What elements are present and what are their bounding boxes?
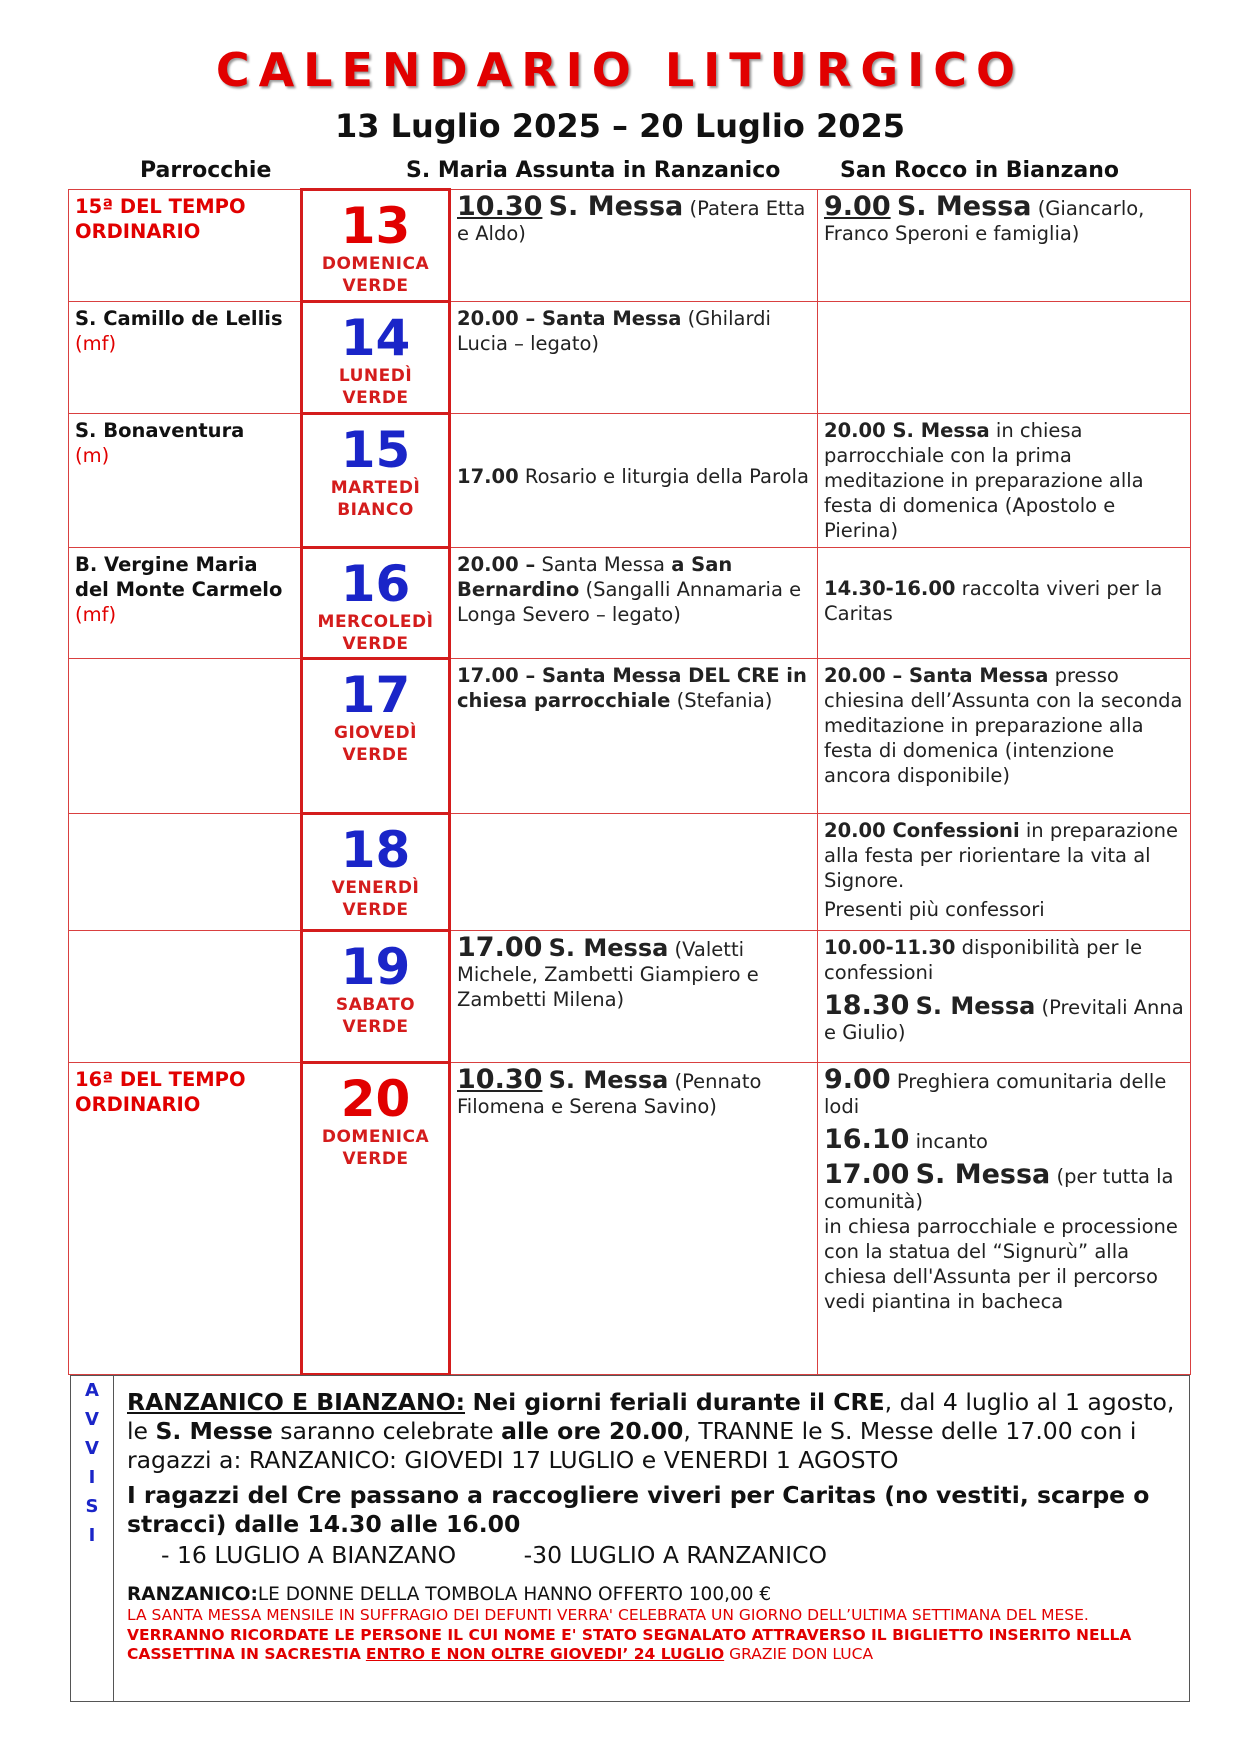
liturgical-color: VERDE [342, 900, 409, 920]
notice-caritas-dates [127, 1541, 1177, 1570]
event-time: 20.00 – Santa Messa [824, 664, 1049, 687]
day-number: 14 [340, 309, 411, 367]
table-row [69, 659, 1191, 814]
schedule-table [68, 188, 1191, 1376]
feast-title: S. Camillo de Lellis [75, 307, 283, 330]
event-label: S. Messa [915, 992, 1036, 1020]
table-row [69, 931, 1191, 1063]
bianzano-cell [818, 414, 1191, 548]
col-header-parrocchie: Parrocchie [140, 158, 272, 183]
liturgical-color: VERDE [342, 634, 409, 654]
table-row [69, 548, 1191, 659]
event-time: 10.30 [457, 191, 543, 222]
ranzanico-cell [450, 548, 818, 659]
event-time: 20.00 – Santa Messa [457, 307, 682, 330]
bianzano-cell [818, 302, 1191, 414]
day-name: DOMENICA [321, 1127, 430, 1147]
event-text: Rosario e liturgia della Parola [524, 465, 809, 488]
date-range: 13 Luglio 2025 – 20 Luglio 2025 [334, 107, 906, 145]
event-place: a San Bernardino [457, 553, 733, 601]
event-label: S. Messa [548, 191, 684, 222]
feast-title: ORDINARIO [75, 220, 201, 243]
event-text: (Stefania) [676, 689, 773, 712]
avvisi-box [70, 1375, 1190, 1702]
feast-title: 15ª DEL TEMPO [75, 195, 246, 218]
side-letter: S [85, 1496, 99, 1517]
bianzano-cell [818, 814, 1191, 931]
feast-title: ORDINARIO [75, 1093, 201, 1116]
notice-caritas: I ragazzi del Cre passano a raccogliere viveri per Caritas (no vestiti, scarpe o stracci) dalle 14.30 alle 16.00 [127, 1481, 1150, 1538]
notice-bold: alle ore 20.00 [501, 1417, 684, 1445]
event-line [824, 990, 1184, 1045]
col-header-bianzano: San Rocco in Bianzano [840, 158, 1120, 183]
day-cell [302, 548, 450, 659]
feast-title: B. Vergine Maria [75, 553, 258, 576]
event-time: 20.00 S. Messa [824, 419, 990, 442]
notice-text: LE DONNE DELLA TOMBOLA HANNO OFFERTO 100,00 € [257, 1584, 772, 1605]
event-note: Presenti più confessori [824, 898, 1045, 921]
event-text: disponibilità per le confessioni [824, 936, 1143, 984]
event-line [824, 935, 1184, 985]
notice-bold: VERRANNO RICORDATE LE PERSONE IL CUI NOME E' STATO SEGNALATO ATTRAVERSO IL BIGLIETTO INSERITO NELLA CASSETTINA IN SACRESTIA [127, 1625, 1132, 1663]
event-time: 17.00 – Santa Messa DEL CRE in chiesa parrocchiale [457, 664, 807, 712]
bianzano-cell [818, 659, 1191, 814]
event-text: (per tutta la comunità) [824, 1165, 1174, 1213]
day-name: VENERDÌ [331, 878, 420, 898]
col-header-ranzanico: S. Maria Assunta in Ranzanico [406, 158, 781, 183]
event-text: (Valetti Michele, Zambetti Giampiero e Zambetti Milena) [457, 938, 759, 1011]
liturgical-color: VERDE [342, 276, 409, 296]
day-name: SABATO [335, 995, 416, 1015]
ranzanico-cell [450, 814, 818, 931]
page-title: CALENDARIO LITURGICO [215, 43, 1025, 97]
bianzano-cell [818, 190, 1191, 302]
event-text: in preparazione alla festa per riorientare la vita al Signore. [824, 819, 1179, 892]
avvisi-side-label [71, 1376, 114, 1701]
feast-rank: (m) [75, 444, 110, 467]
event-time: 20.00 Confessioni [824, 819, 1020, 842]
feast-title: del Monte Carmelo [75, 578, 283, 601]
day-cell [302, 659, 450, 814]
bianzano-cell [818, 1063, 1191, 1375]
event-text: (Giancarlo, Franco Speroni e famiglia) [824, 197, 1145, 245]
event-time: 10.30 [457, 1064, 543, 1095]
event-label: S. Messa [548, 934, 669, 962]
notice-bold: RANZANICO: [127, 1584, 258, 1605]
side-letter: I [88, 1467, 96, 1488]
day-name: MERCOLEDÌ [317, 612, 434, 632]
event-time: 18.30 [824, 990, 910, 1021]
liturgical-color: VERDE [342, 745, 409, 765]
day-number: 18 [340, 821, 411, 879]
feast-title: 16ª DEL TEMPO [75, 1068, 246, 1091]
notice-text: , dal 4 luglio al 1 agosto, le [127, 1388, 1175, 1445]
feast-cell [69, 931, 302, 1063]
event-text: Santa Messa [541, 553, 666, 576]
ranzanico-cell [450, 931, 818, 1063]
notice-text: LA SANTA MESSA MENSILE IN SUFFRAGIO DEI DEFUNTI VERRA' CELEBRATA UN GIORNO DELL’ULTIMA SETTIMANA DEL MESE. [127, 1606, 1089, 1624]
ranzanico-cell [450, 659, 818, 814]
event-note: in chiesa parrocchiale e processione con la statua del “Signurù” alla chiesa dell'Assunta per il percorso vedi piantina in bacheca [824, 1215, 1178, 1313]
event-time: 9.00 [824, 1064, 891, 1095]
event-time: 17.00 [457, 465, 519, 488]
notice-text: , TRANNE le S. Messe delle 17.00 con i ragazzi a: RANZANICO: GIOVEDI 17 LUGLIO e VENERDI 1 AGOSTO [127, 1417, 1137, 1474]
event-time: 17.00 [457, 932, 543, 963]
day-cell [302, 814, 450, 931]
event-line [824, 1064, 1184, 1119]
event-text: (Sangalli Annamaria e Longa Severo – legato) [457, 578, 802, 626]
event-label: S. Messa [915, 1159, 1051, 1190]
liturgical-color: VERDE [342, 388, 409, 408]
feast-rank: (mf) [75, 603, 117, 626]
date-ranzanico: -30 LUGLIO A RANZANICO [523, 1541, 827, 1569]
bianzano-cell [818, 548, 1191, 659]
liturgical-color: BIANCO [337, 500, 414, 520]
feast-cell [69, 1063, 302, 1375]
day-number: 20 [340, 1070, 411, 1128]
side-letter: V [85, 1409, 99, 1430]
day-cell [302, 931, 450, 1063]
day-number: 17 [340, 666, 411, 724]
day-number: 16 [340, 555, 411, 613]
event-text: presso chiesina dell’Assunta con la seconda meditazione in preparazione alla festa di domenica (intenzione ancora disponibile) [824, 664, 1183, 787]
table-row [69, 814, 1191, 931]
ranzanico-cell [450, 190, 818, 302]
event-time: 17.00 [824, 1159, 910, 1190]
feast-rank: (mf) [75, 332, 117, 355]
event-text: (Patera Etta e Aldo) [457, 197, 806, 245]
event-text: (Ghilardi Lucia – legato) [457, 307, 771, 355]
notice-suffragio [127, 1606, 1177, 1665]
notice-signature: GRAZIE DON LUCA [729, 1645, 874, 1663]
feast-cell [69, 414, 302, 548]
day-cell [302, 414, 450, 548]
feast-cell [69, 659, 302, 814]
event-time: 16.10 [824, 1124, 910, 1155]
liturgical-color: VERDE [342, 1149, 409, 1169]
table-row [69, 1063, 1191, 1375]
feast-cell [69, 302, 302, 414]
side-letter: I [88, 1525, 96, 1546]
event-text: raccolta viveri per la Caritas [824, 577, 1163, 625]
liturgical-color: VERDE [342, 1017, 409, 1037]
ranzanico-cell [450, 1063, 818, 1375]
event-line [824, 1124, 1184, 1155]
day-name: MARTEDÌ [330, 478, 421, 498]
notice-bold: S. Messe [155, 1417, 273, 1445]
ranzanico-cell [450, 414, 818, 548]
notice-deadline: ENTRO E NON OLTRE GIOVEDI’ 24 LUGLIO [365, 1645, 725, 1663]
notice-title: RANZANICO E BIANZANO: [127, 1388, 466, 1416]
column-headers [0, 158, 1240, 188]
event-time: 9.00 [824, 191, 891, 222]
day-number: 15 [340, 421, 411, 479]
page-header [0, 40, 1240, 146]
notice-tombola [127, 1584, 1177, 1606]
event-time: 14.30-16.00 [824, 577, 956, 600]
side-letter: V [85, 1438, 99, 1459]
day-name: DOMENICA [321, 254, 430, 274]
feast-title: S. Bonaventura [75, 419, 245, 442]
day-cell [302, 1063, 450, 1375]
event-text: (Pennato Filomena e Serena Savino) [457, 1070, 762, 1118]
day-cell [302, 190, 450, 302]
day-cell [302, 302, 450, 414]
day-name: GIOVEDÌ [334, 723, 417, 743]
feast-cell [69, 548, 302, 659]
event-text: Preghiera comunitaria delle lodi [824, 1070, 1167, 1118]
event-time: 20.00 – [457, 553, 536, 576]
ranzanico-cell [450, 302, 818, 414]
notice-bold: Nei giorni feriali durante il CRE [472, 1388, 885, 1416]
event-text: incanto [915, 1130, 988, 1153]
avvisi-body [127, 1388, 1177, 1665]
side-letter: A [85, 1380, 99, 1401]
day-number: 13 [340, 197, 411, 255]
day-number: 19 [340, 938, 411, 996]
event-time: 10.00-11.30 [824, 936, 956, 959]
event-text: in chiesa parrocchiale con la prima meditazione in preparazione alla festa di domenica (Apostolo e Pierina) [824, 419, 1144, 542]
bianzano-cell [818, 931, 1191, 1063]
event-text: (Previtali Anna e Giulio) [824, 996, 1184, 1044]
feast-cell [69, 190, 302, 302]
day-name: LUNEDÌ [338, 366, 413, 386]
event-label: S. Messa [548, 1066, 669, 1094]
notice-text: saranno celebrate [280, 1417, 494, 1445]
notice-cre-masses [127, 1388, 1177, 1475]
event-line [824, 1159, 1184, 1214]
table-row [69, 414, 1191, 548]
table-row [69, 190, 1191, 302]
feast-cell [69, 814, 302, 931]
date-bianzano: - 16 LUGLIO A BIANZANO [161, 1541, 457, 1569]
event-label: S. Messa [896, 191, 1032, 222]
table-row [69, 302, 1191, 414]
